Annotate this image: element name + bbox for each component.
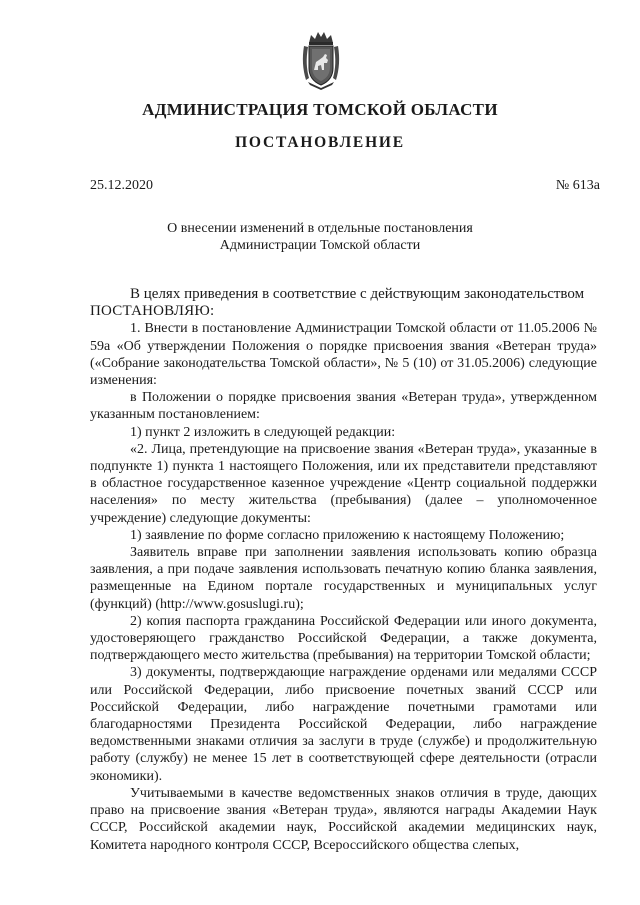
subject-line: Администрации Томской области [219,238,421,253]
body-paragraph: 2) копия паспорта гражданина Российской Федерации или иного документа, удостоверяющего гражданство Российской Федерации, а также документа, подтверждающего место жительства (пребывания) на территории Томской области; [90,613,597,664]
document-date: 25.12.2020 [90,178,153,193]
body-paragraph: 1) заявление по форме согласно приложению к настоящему Положению; [130,527,565,543]
body-paragraph: Учитываемыми в качестве ведомственных знаков отличия в труде, дающих право на присвоение звания «Ветеран труда», являются награды Академии Наук СССР, Российской академии наук, Российской академии медицинских наук, Комитета народного контроля СССР, Всероссийского общества слепых, [90,785,597,853]
document-type-heading: ПОСТАНОВЛЕНИЕ [235,134,405,151]
preamble-paragraph: В целях приведения в соответствие с действующим законодательством [130,286,585,302]
decree-word: ПОСТАНОВЛЯЮ: [90,303,215,320]
document-body [90,286,597,854]
organization-title: АДМИНИСТРАЦИЯ ТОМСКОЙ ОБЛАСТИ [142,100,498,119]
body-paragraph: 1. Внести в постановление Администрации Томской области от 11.05.2006 № 59а «Об утверждении Положения о порядке присвоения звания «Ветеран труда» («Собрание законодательства Томской области», № 5 (10) от 31.05.2006) следующие изменения: [90,321,597,389]
document-number: № 613а [555,178,600,193]
subject-line: О внесении изменений в отдельные постановления [167,221,473,236]
body-paragraph: 1) пункт 2 изложить в следующей редакции: [130,424,396,440]
document-subject [0,220,640,254]
body-paragraph: «2. Лица, претендующие на присвоение звания «Ветеран труда», указанные в подпункте 1) пункта 1 настоящего Положения, или их представители представляют в областное государственное казенное учреждение «Центр социальной поддержки населения» по месту жительства (пребывания) (далее – уполномоченное учреждение) следующие документы: [90,441,597,526]
tomsk-region-coat-of-arms-icon [300,30,342,90]
body-paragraph: в Положении о порядке присвоения звания «Ветеран труда», утвержденном указанным постановлением: [90,390,597,423]
body-paragraph: 3) документы, подтверждающие награждение орденами или медалями СССР или Российской Федерации, либо присвоение почетных званий СССР или Российской Федерации, либо награждение почетными грамотами или благодарностями Президента Российской Федерации, либо награждение ведомственными знаками отличия за заслуги в труде (службе) и продолжительную работу (службу) не менее 15 лет в соответствующей сфере деятельности (отрасли экономики). [90,665,597,784]
body-paragraph: Заявитель вправе при заполнении заявления использовать копию образца заявления, а при подаче заявления использовать печатную копию бланка заявления, размещенные на Едином портале государственных и муниципальных услуг (функций) (http://www.gosuslugi.ru); [90,545,597,612]
